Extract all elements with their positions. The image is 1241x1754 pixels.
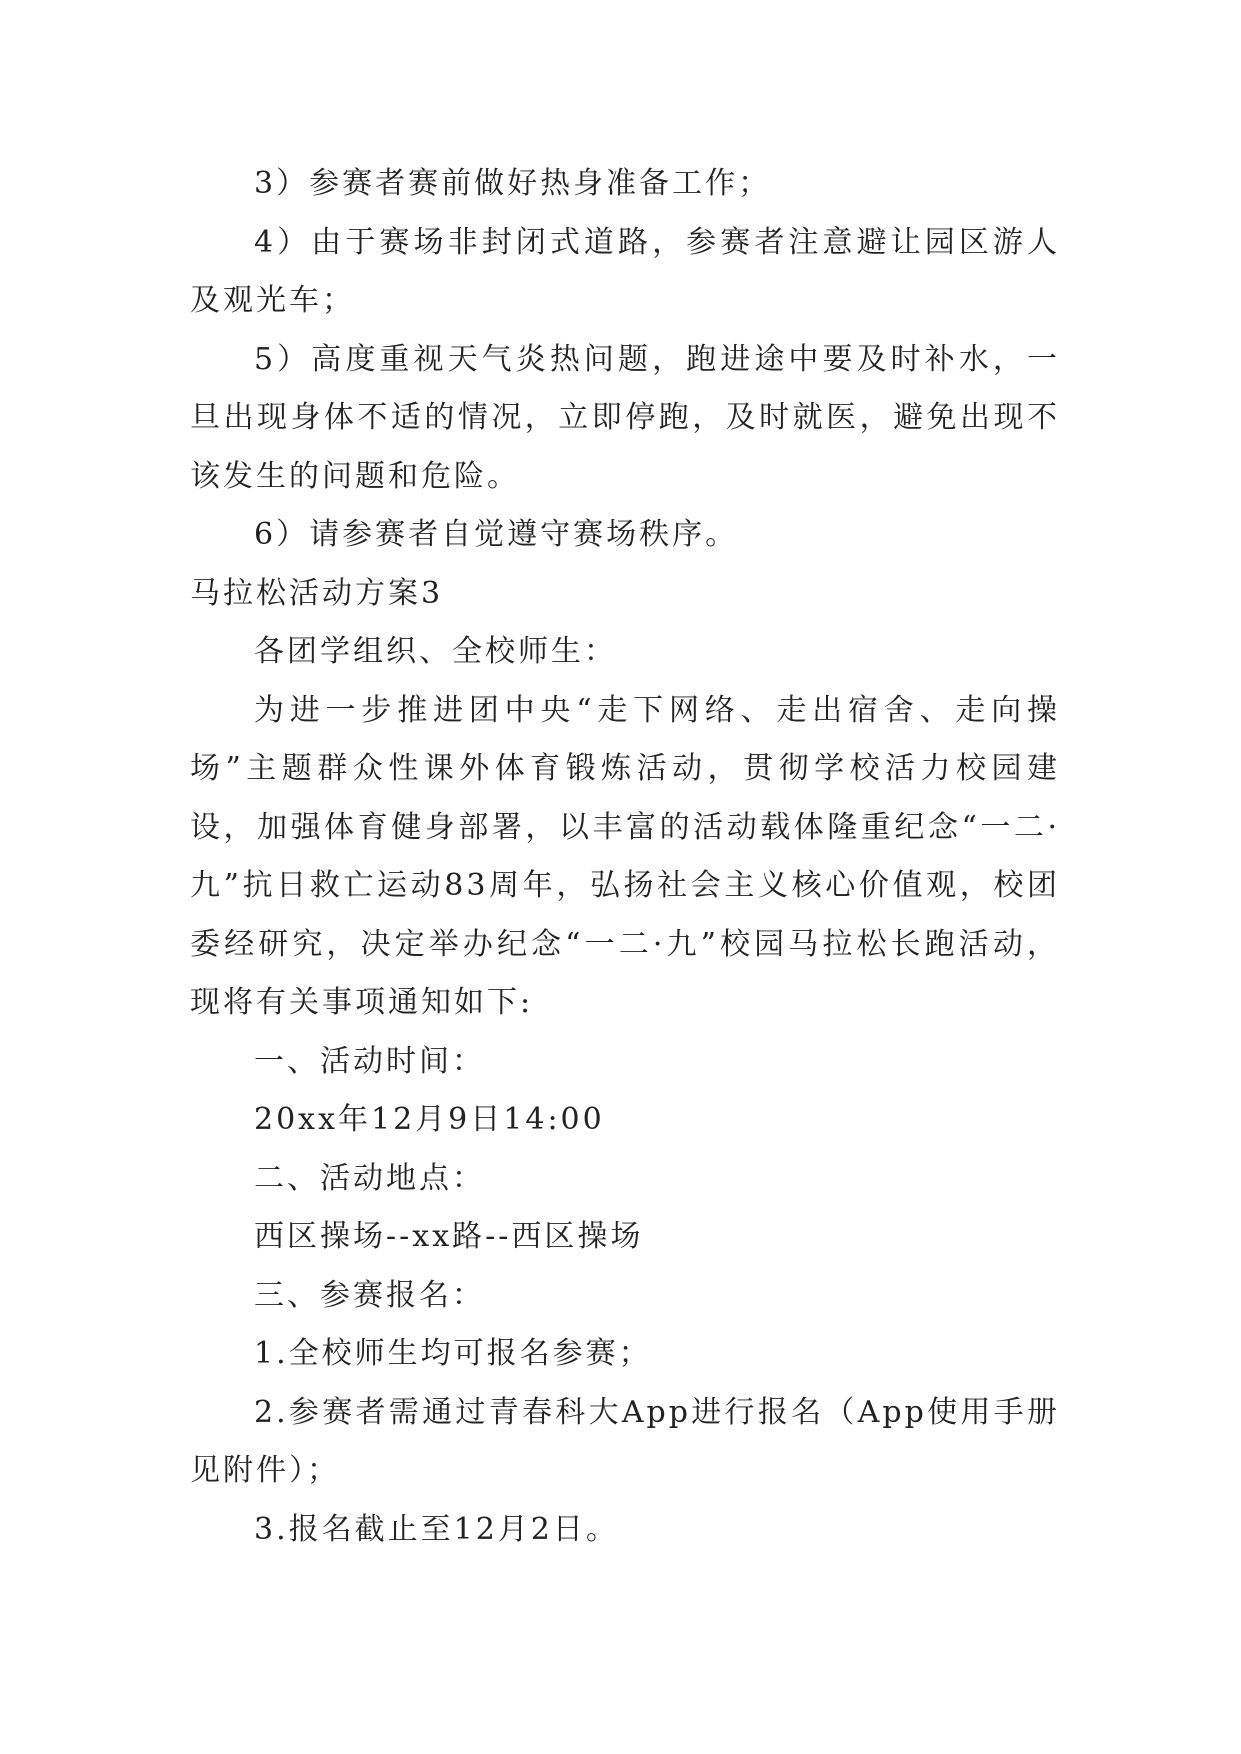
registration-item-2: 2.参赛者需通过青春科大App进行报名（App使用手册见附件）；: [190, 1394, 1060, 1488]
salutation: 各团学组织、全校师生：: [254, 634, 617, 669]
section-location-heading: 二、活动地点：: [254, 1160, 485, 1196]
section-time-value: 20xx年12月9日14:00: [254, 1102, 605, 1137]
intro-paragraph: 为进一步推进团中央“走下网络、走出宿舍、走向操场”主题群众性课外体育锻炼活动，贯彻学校活力校园建设，加强体育健身部署，以丰富的活动载体隆重纪念“一二·九”抗日救亡运动83周年，弘扬社会主义核心价值观，校团委经研究，决定举办纪念“一二·九”校园马拉松长跑活动，现将有关事项通知如下:: [190, 692, 1060, 1020]
paragraph-item-3: 3）参赛者赛前做好热身准备工作；: [254, 166, 772, 201]
document-body: [190, 155, 1060, 1559]
section-heading: 马拉松活动方案3: [190, 575, 444, 611]
registration-item-3: 3.报名截止至12月2日。: [254, 1511, 619, 1547]
paragraph-item-4: 4）由于赛场非封闭式道路，参赛者注意避让园区游人及观光车；: [190, 224, 1060, 318]
section-location-value: 西区操场--xx路--西区操场: [254, 1219, 644, 1254]
section-registration-heading: 三、参赛报名：: [254, 1277, 485, 1313]
paragraph-item-5: 5）高度重视天气炎热问题，跑进途中要及时补水，一旦出现身体不适的情况，立即停跑，及时就医，避免出现不该发生的问题和危险。: [190, 341, 1060, 494]
registration-item-1: 1.全校师生均可报名参赛；: [254, 1336, 652, 1371]
paragraph-item-6: 6）请参赛者自觉遵守赛场秩序。: [254, 517, 739, 552]
section-time-heading: 一、活动时间：: [254, 1043, 485, 1079]
